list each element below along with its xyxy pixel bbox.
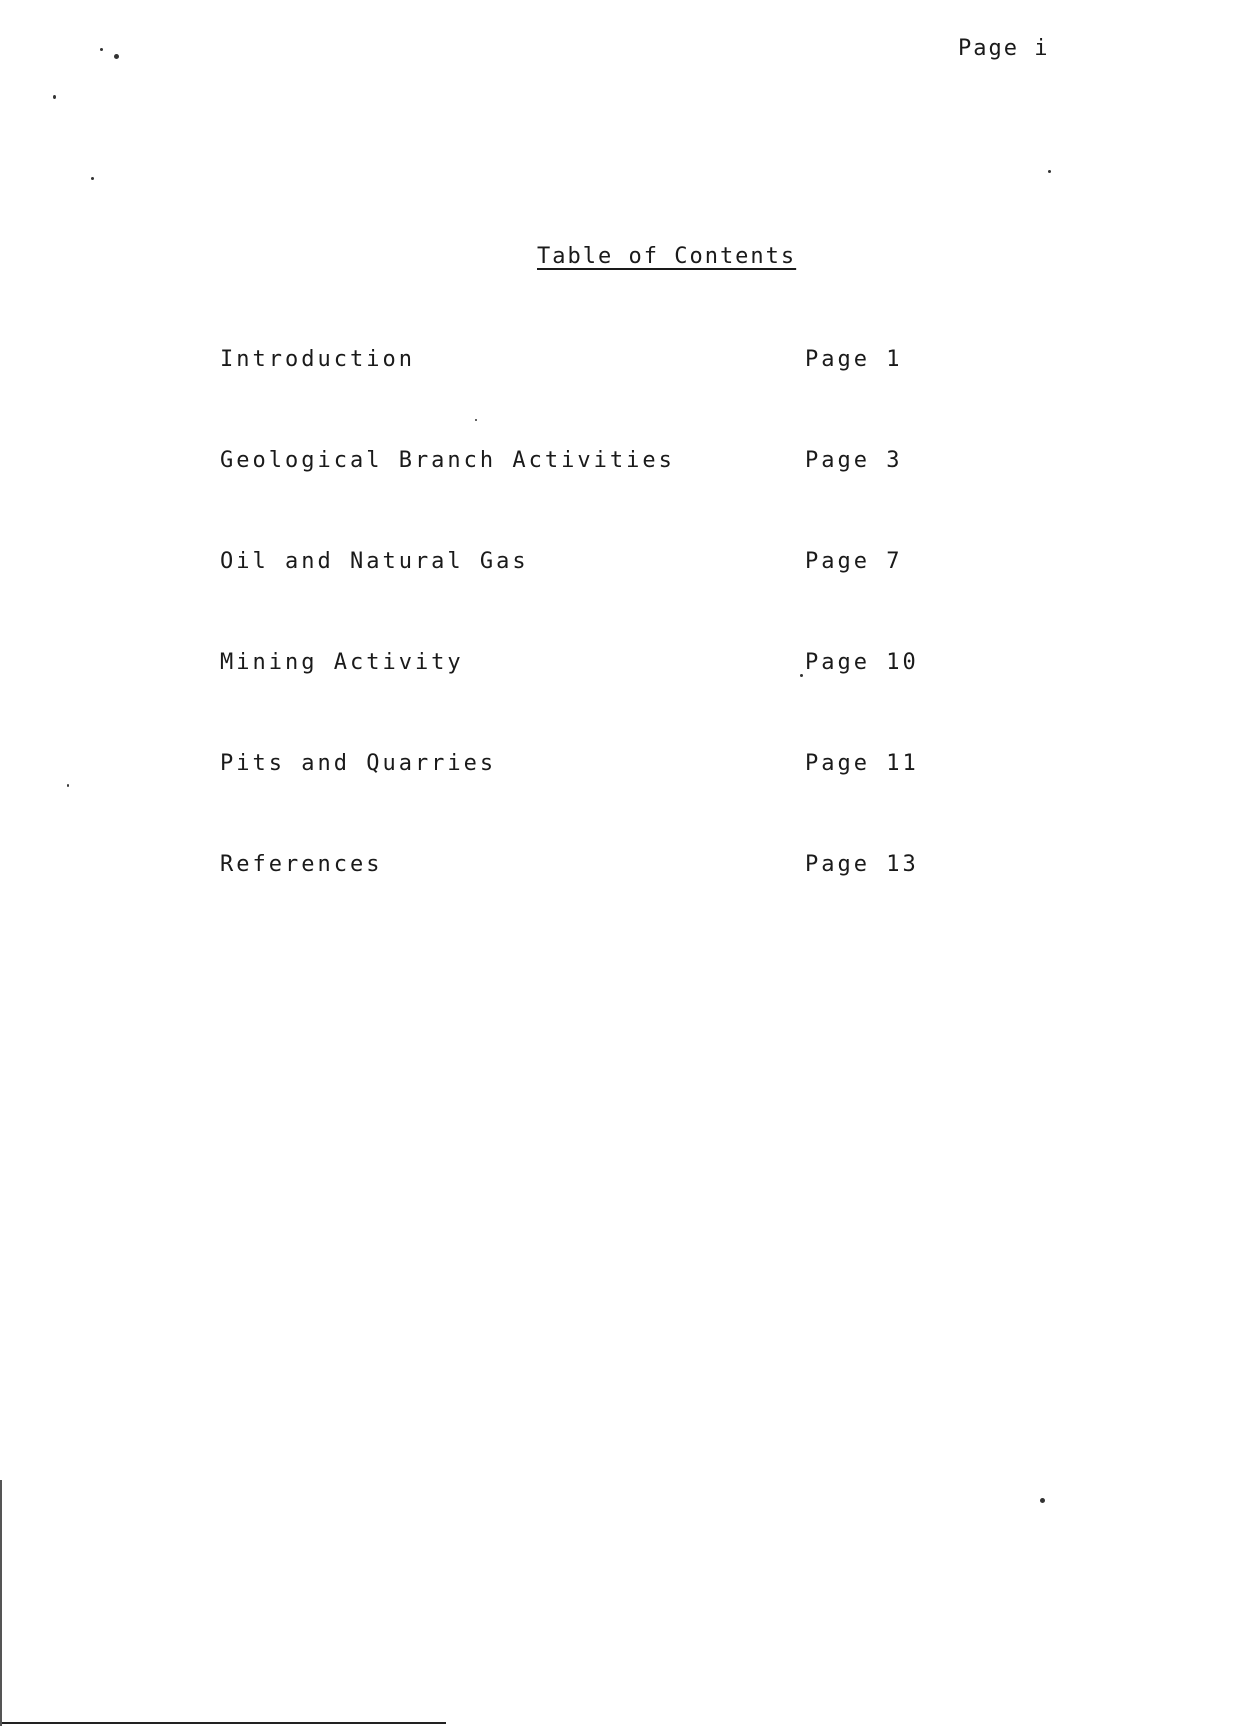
toc-entry-page: Page 11 — [805, 751, 919, 776]
toc-entry-references — [220, 852, 940, 884]
scan-speck — [1048, 170, 1051, 173]
scan-edge-line — [0, 1722, 446, 1724]
toc-entry-mining-activity — [220, 650, 940, 682]
scan-speck — [67, 784, 69, 787]
toc-entry-label: Mining Activity — [220, 650, 464, 675]
toc-entry-page: Page 7 — [805, 549, 903, 574]
toc-entry-pits-and-quarries — [220, 751, 940, 783]
toc-entry-page: Page 13 — [805, 852, 919, 877]
scan-speck — [114, 54, 119, 59]
toc-entry-page: Page 1 — [805, 347, 903, 372]
scan-speck — [53, 95, 56, 99]
toc-entry-label: References — [220, 852, 383, 877]
toc-entry-label: Introduction — [220, 347, 415, 372]
scan-speck — [100, 48, 103, 51]
toc-entry-label: Geological Branch Activities — [220, 448, 675, 473]
scan-speck — [1040, 1498, 1045, 1503]
toc-entry-page: Page 10 — [805, 650, 919, 675]
scan-speck — [475, 419, 477, 421]
toc-entry-label: Oil and Natural Gas — [220, 549, 529, 574]
toc-entry-introduction — [220, 347, 940, 379]
scan-speck — [800, 674, 803, 677]
toc-title: Table of Contents — [537, 244, 797, 269]
toc-entry-geological-branch-activities — [220, 448, 940, 480]
toc-entry-oil-and-natural-gas — [220, 549, 940, 581]
toc-entry-label: Pits and Quarries — [220, 751, 497, 776]
toc-entry-page: Page 3 — [805, 448, 903, 473]
scan-speck — [91, 177, 94, 180]
scan-edge-line — [0, 1480, 2, 1726]
page-number: Page i — [958, 36, 1050, 61]
